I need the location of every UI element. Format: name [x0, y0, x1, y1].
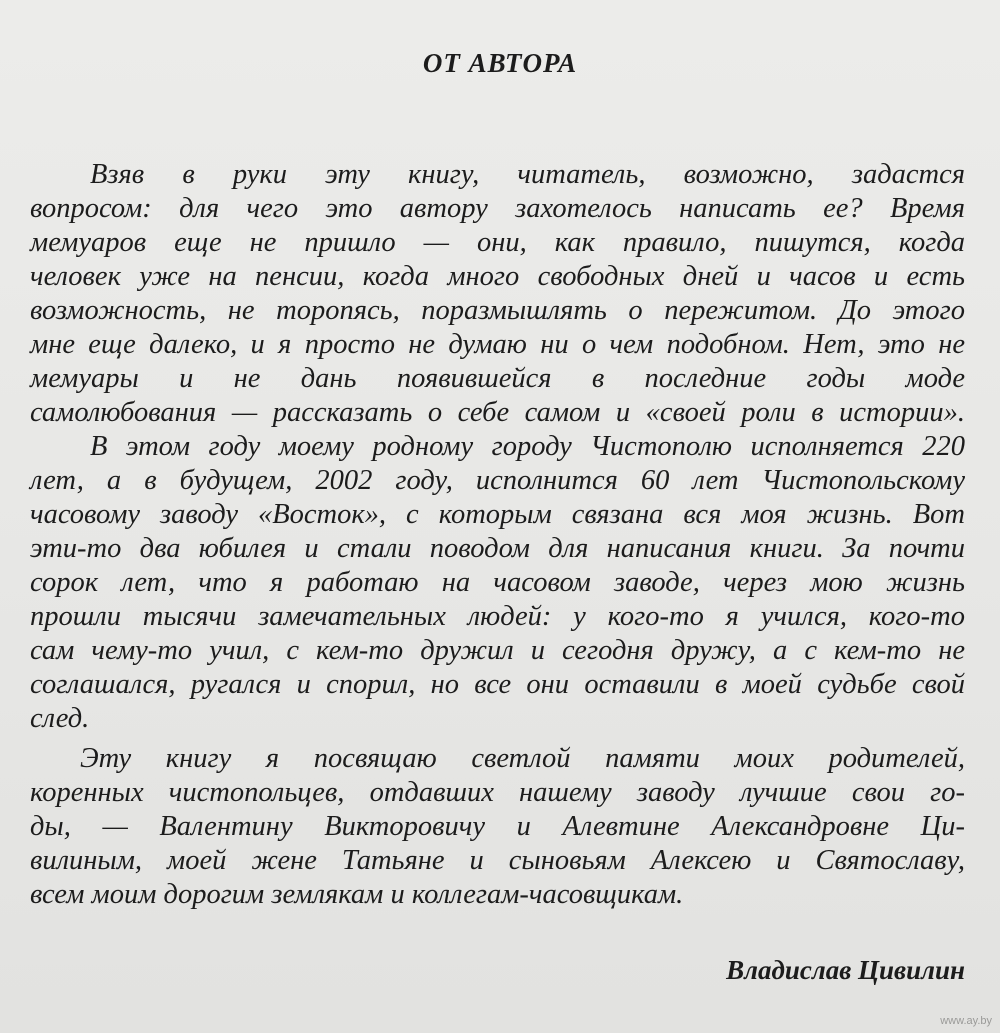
page-title: ОТ АВТОРА — [422, 48, 578, 78]
paragraph-2-line-9: след. — [30, 703, 90, 734]
paragraph-1-line-7: мемуары и не дань появившейся в последние годы моде — [30, 363, 965, 394]
author-signature: Владислав Цивилин — [726, 955, 965, 985]
paragraph-2-line-1: В этом году моему родному городу Чистополю исполняется 220 — [90, 431, 965, 462]
paragraph-2-line-3: часовому заводу «Восток», с которым связана вся моя жизнь. Вот — [30, 499, 965, 530]
paragraph-3-line-2: коренных чистопольцев, отдавших нашему заводу лучшие свои го- — [30, 777, 965, 808]
paragraph-1-line-5: возможность, не торопясь, поразмышлять о пережитом. До этого — [30, 295, 965, 326]
paragraph-2-line-2: лет, а в будущем, 2002 году, исполнится 60 лет Чистопольскому — [30, 465, 965, 496]
paragraph-2-line-7: сам чему-то учил, с кем-то дружил и сегодня дружу, а с кем-то не — [30, 635, 965, 666]
paragraph-1-line-3: мемуаров еще не пришло — они, как правило, пишутся, когда — [30, 227, 965, 258]
paragraph-2-line-5: сорок лет, что я работаю на часовом заводе, через мою жизнь — [30, 567, 965, 598]
paragraph-1-line-2: вопросом: для чего это автору захотелось написать ее? Время — [30, 193, 965, 224]
paragraph-2-line-6: прошли тысячи замечательных людей: у кого-то я учился, кого-то — [30, 601, 965, 632]
watermark: www.ay.by — [940, 1015, 992, 1027]
paragraph-2-line-4: эти-то два юбилея и стали поводом для написания книги. За почти — [30, 533, 965, 564]
paragraph-3-line-4: вилиным, моей жене Татьяне и сыновьям Алексею и Святославу, — [30, 845, 965, 876]
paragraph-3-line-5: всем моим дорогим землякам и коллегам-часовщикам. — [30, 879, 684, 910]
paragraph-1-line-6: мне еще далеко, и я просто не думаю ни о чем подобном. Нет, это не — [30, 329, 965, 360]
paragraph-2-line-8: соглашался, ругался и спорил, но все они оставили в моей судьбе свой — [30, 669, 965, 700]
paragraph-1-line-4: человек уже на пенсии, когда много свободных дней и часов и есть — [30, 261, 965, 292]
paragraph-1-line-8: самолюбования — рассказать о себе самом и «своей роли в истории». — [30, 397, 965, 428]
paragraph-3-line-1: Эту книгу я посвящаю светлой памяти моих родителей, — [80, 743, 965, 774]
paragraph-3-line-3: ды, — Валентину Викторовичу и Алевтине Александровне Ци- — [30, 811, 965, 842]
paragraph-1-line-1: Взяв в руки эту книгу, читатель, возможно, задастся — [90, 159, 965, 190]
